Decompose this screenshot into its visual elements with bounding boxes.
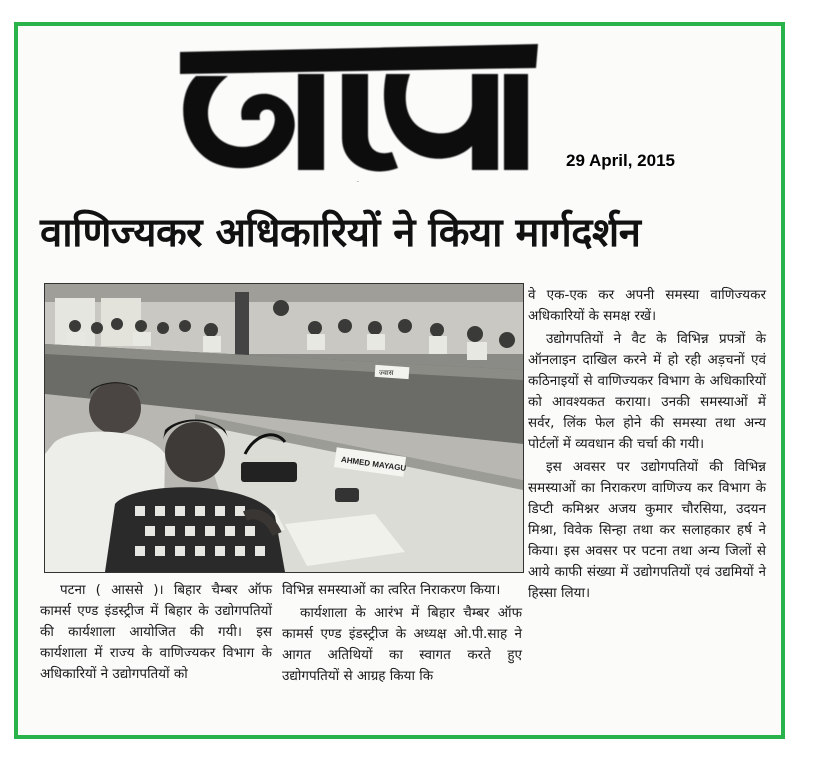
newspaper-masthead <box>172 34 544 184</box>
meeting-photo <box>45 284 523 572</box>
article-column-left <box>40 580 272 685</box>
nameplate-text-2: ज्वास <box>379 369 394 377</box>
article-column-right <box>528 285 766 604</box>
paragraph: उद्योगपतियों ने वैट के विभिन्न प्रपत्रों के ऑनलाइन दाखिल करने में हो रही अड़चनों एवं कठिनाइयों से वाणिज्यकर विभाग के अधिकारियों को आवश्यकत कराया। उनकी समस्याओं में सर्वर, लिंक फेल होने की समस्या तथा अन्य पोर्टलों में व्यवधान की चर्चा की गयी। <box>528 331 766 452</box>
masthead-text: आज <box>357 182 359 183</box>
publication-date: 29 April, 2015 <box>566 151 675 170</box>
paragraph: वे एक-एक कर अपनी समस्या वाणिज्यकर अधिकारियों के समक्ष रखें। <box>528 287 766 324</box>
article-headline: वाणिज्यकर अधिकारियों ने किया मार्गदर्शन <box>40 210 641 256</box>
paragraph: पटना ( आससे )। बिहार चैम्बर ऑफ कामर्स एण्ड इंडस्ट्रीज में बिहार के उद्योगपतियों की कार्यशाला आयोजित की गयी। इस कार्यशाला में राज्य के वाणिज्यकर विभाग के अधिकारियों ने उद्योगपतियों को <box>40 582 272 682</box>
paragraph: कार्यशाला के आरंभ में बिहार चैम्बर ऑफ कामर्स एण्ड इंडस्ट्रीज के अध्यक्ष ओ.पी.साह ने आगत अतिथियों का स्वागत करते हुए उद्योगपतियों से आग्रह किया कि <box>282 605 522 684</box>
nameplate-text-1: AHMED MAYAGU <box>340 454 407 474</box>
article-photo <box>44 283 524 573</box>
paragraph: इस अवसर पर उद्योगपतियों की विभिन्न समस्याओं का निराकरण वाणिज्य कर विभाग के डिप्टी कमिश्नर अजय कुमार चौरसिया, उदयन मिश्रा, विवेक सिन्हा तथा कर सलाहकार हर्ष ने किया। इस अवसर पर पटना तथा अन्य जिलों से आये काफी संख्या में उद्योगपतियों एवं उद्यमियों ने हिस्सा लिया। <box>528 459 766 601</box>
article-column-middle <box>282 580 522 687</box>
paragraph: विभिन्न समस्याओं का त्वरित निराकरण किया। <box>282 582 501 598</box>
masthead-logo <box>172 34 544 184</box>
